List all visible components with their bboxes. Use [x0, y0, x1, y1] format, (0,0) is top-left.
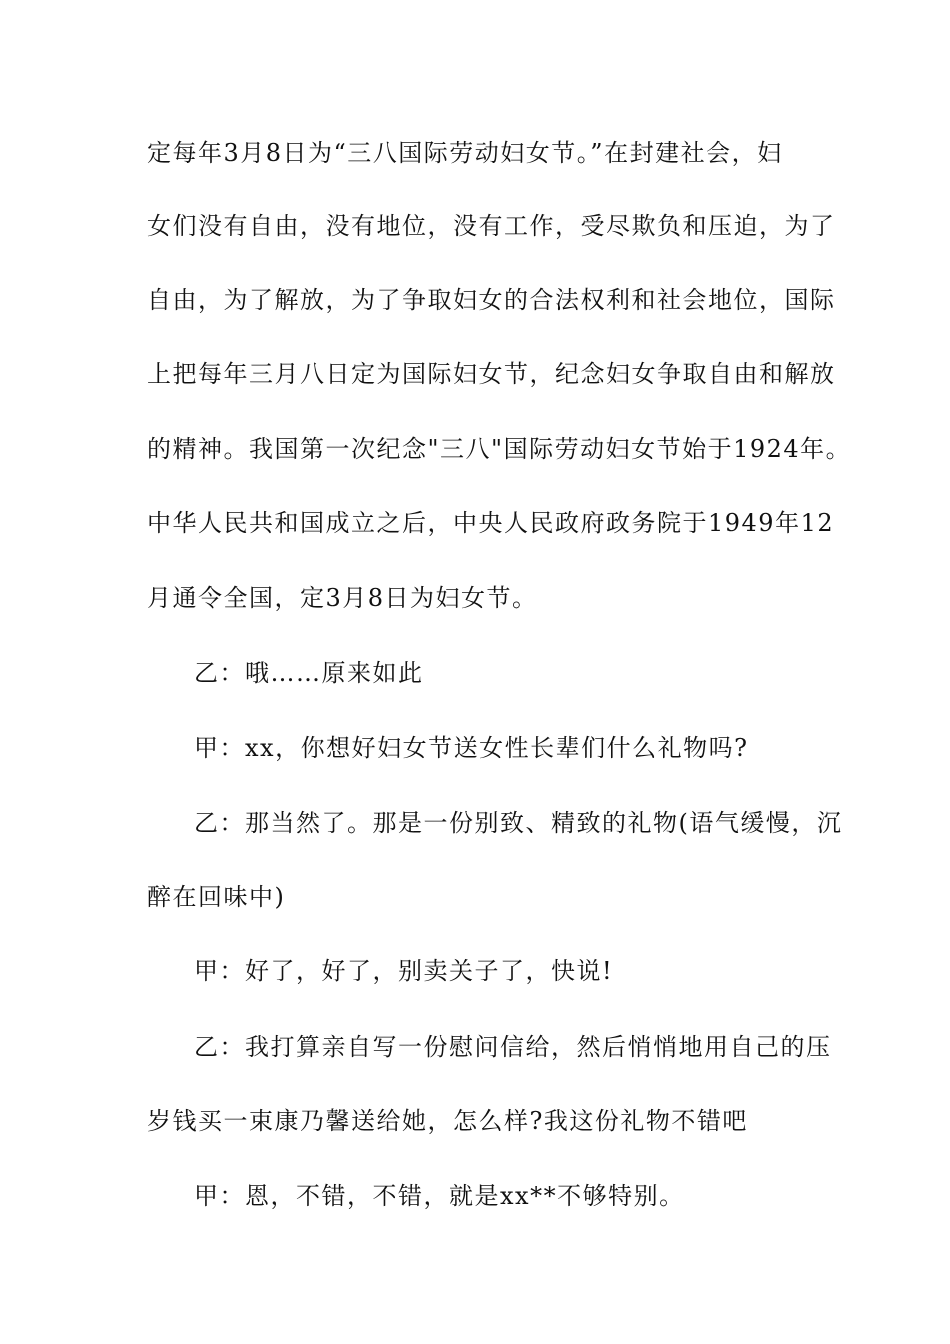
dialogue-line: 甲：恩，不错，不错，就是xx**不够特别。: [194, 1182, 685, 1210]
text-line: 女们没有自由，没有地位，没有工作，受尽欺负和压迫，为了: [147, 212, 836, 240]
dialogue-line: 甲：好了，好了，别卖关子了，快说!: [194, 957, 614, 985]
text-line: 月通令全国，定3月8日为妇女节。: [147, 584, 538, 612]
text-line: 自由，为了解放，为了争取妇女的合法权利和社会地位，国际: [147, 286, 836, 314]
text-line: 的精神。我国第一次纪念"三八"国际劳动妇女节始于1924年。: [147, 435, 852, 463]
dialogue-line: 乙：哦……原来如此: [194, 659, 424, 687]
dialogue-line: 乙：我打算亲自写一份慰问信给，然后悄悄地用自己的压: [194, 1033, 832, 1061]
text-line: 定每年3月8日为“三八国际劳动妇女节。”在封建社会，妇: [147, 139, 783, 167]
text-line: 醉在回味中): [147, 883, 286, 911]
dialogue-line: 乙：那当然了。那是一份别致、精致的礼物(语气缓慢，沉: [194, 809, 843, 837]
text-line: 上把每年三月八日定为国际妇女节，纪念妇女争取自由和解放: [147, 360, 836, 388]
text-line: 中华人民共和国成立之后，中央人民政府政务院于1949年12: [147, 509, 835, 537]
dialogue-line: 甲：xx，你想好妇女节送女性长辈们什么礼物吗?: [194, 734, 749, 762]
text-line: 岁钱买一束康乃馨送给她，怎么样?我这份礼物不错吧: [147, 1107, 748, 1135]
